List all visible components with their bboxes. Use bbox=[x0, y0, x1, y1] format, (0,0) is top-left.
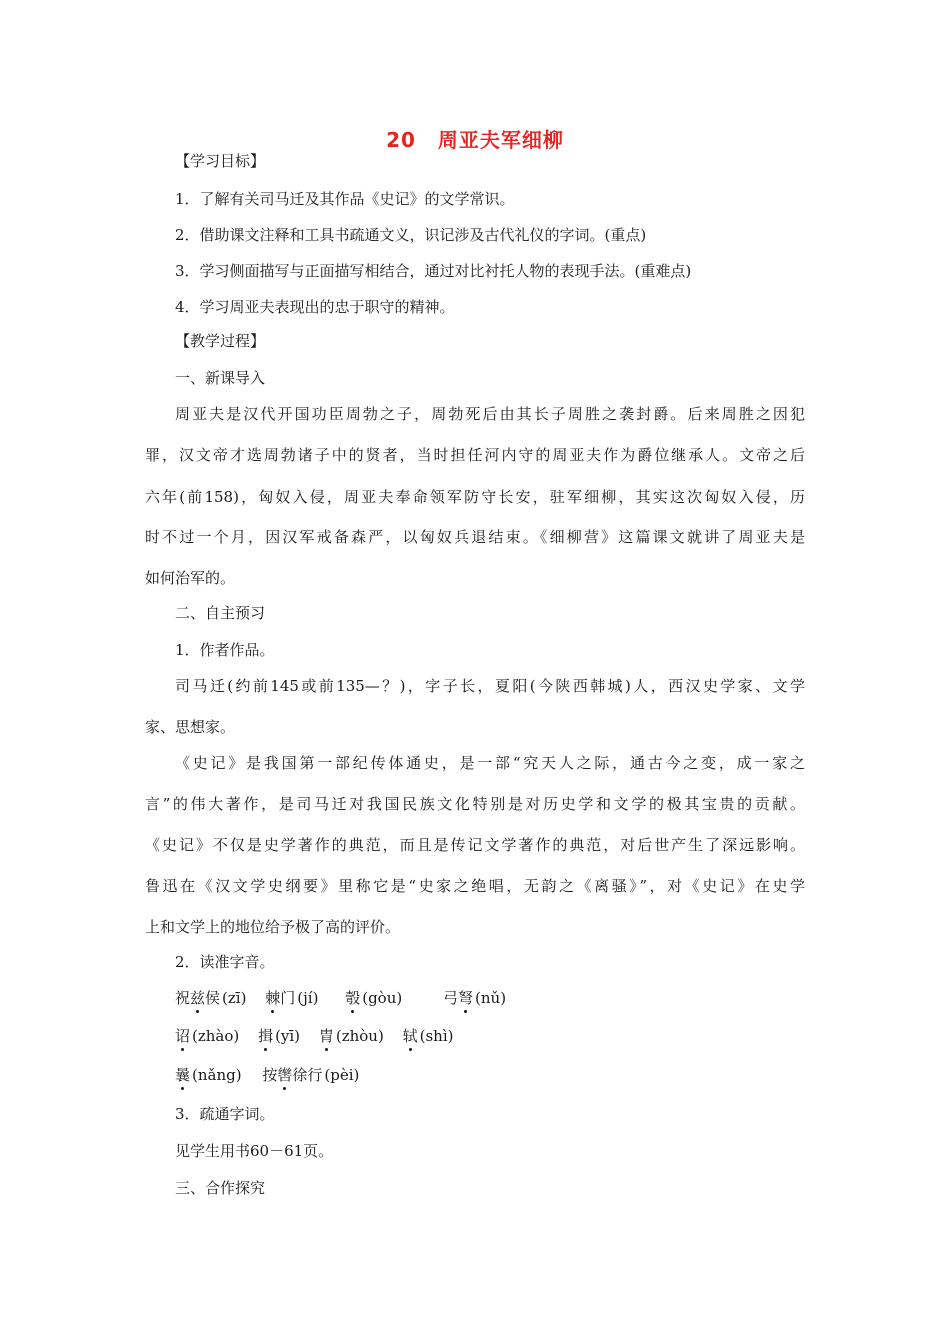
pron-heading: 2．读准字音。 bbox=[175, 953, 275, 971]
page-title bbox=[0, 124, 950, 153]
goal-item: 4．学习周亚夫表现出的忠于职守的精神。 bbox=[175, 298, 455, 316]
intro-heading: 一、新课导入 bbox=[175, 369, 266, 387]
shiji-paragraph-line: 上和文学上的地位给予极了高的评价。 bbox=[145, 918, 401, 936]
pron-item: 胄 (zhòu) bbox=[318, 1027, 384, 1045]
pron-item: 弓弩 (nǔ) bbox=[443, 989, 507, 1007]
words-heading: 3．疏通字词。 bbox=[175, 1105, 275, 1123]
intro-paragraph-line: 如何治军的。 bbox=[145, 569, 236, 587]
pron-item: 祝兹侯 (zī) bbox=[175, 989, 247, 1007]
pron-item: 曩 (nǎng) bbox=[175, 1066, 242, 1084]
author-heading: 1．作者作品。 bbox=[175, 641, 275, 659]
goals-heading: 【学习目标】 bbox=[175, 152, 266, 170]
intro-paragraph-line: 六年(前158)，匈奴入侵，周亚夫奉命领军防守长安，驻军细柳，其实这次匈奴入侵，历 bbox=[145, 488, 805, 506]
goal-item: 3．学习侧面描写与正面描写相结合，通过对比衬托人物的表现手法。(重难点) bbox=[175, 262, 692, 280]
coop-heading: 三、合作探究 bbox=[175, 1179, 266, 1197]
goal-item: 2．借助课文注释和工具书疏通文义，识记涉及古代礼仪的字词。(重点) bbox=[175, 226, 647, 244]
lesson-title: 周亚夫军细柳 bbox=[437, 128, 564, 152]
preview-heading: 二、自主预习 bbox=[175, 604, 266, 622]
process-heading: 【教学过程】 bbox=[175, 332, 266, 350]
lesson-number: 20 bbox=[386, 128, 416, 152]
pron-row bbox=[175, 1065, 359, 1085]
pron-item: 棘门 (jí) bbox=[265, 989, 319, 1007]
pron-item: 诏 (zhào) bbox=[175, 1027, 240, 1045]
pron-item: 揖 (yī) bbox=[258, 1027, 301, 1045]
goal-item: 1．了解有关司马迁及其作品《史记》的文学常识。 bbox=[175, 190, 515, 208]
pron-row bbox=[175, 988, 506, 1008]
shiji-paragraph-line: 《史记》不仅是史学著作的典范，而且是传记文学著作的典范，对后世产生了深远影响。 bbox=[145, 836, 805, 854]
pron-item: 按辔徐行 (pèi) bbox=[262, 1066, 360, 1084]
shiji-paragraph-line: 言”的伟大著作，是司马迁对我国民族文化特别是对历史学和文学的极其宝贵的贡献。 bbox=[145, 795, 805, 813]
shiji-paragraph-line: 鲁迅在《汉文学史纲要》里称它是“史家之绝唱，无韵之《离骚》”，对《史记》在史学 bbox=[145, 877, 805, 895]
shiji-paragraph-line: 《史记》是我国第一部纪传体通史，是一部“究天人之际，通古今之变，成一家之 bbox=[175, 754, 805, 772]
pron-item: 彀 (gòu) bbox=[345, 989, 403, 1007]
pron-row bbox=[175, 1026, 453, 1046]
pron-item: 轼 (shì) bbox=[402, 1027, 454, 1045]
intro-paragraph-line: 时不过一个月，因汉军戒备森严，以匈奴兵退结束。《细柳营》这篇课文就讲了周亚夫是 bbox=[145, 528, 805, 546]
intro-paragraph-line: 周亚夫是汉代开国功臣周勃之子，周勃死后由其长子周胜之袭封爵。后来周胜之因犯 bbox=[175, 405, 805, 423]
intro-paragraph-line: 罪，汉文帝才选周勃诸子中的贤者，当时担任河内守的周亚夫作为爵位继承人。文帝之后 bbox=[145, 446, 805, 464]
author-paragraph-line: 家、思想家。 bbox=[145, 718, 236, 736]
words-line: 见学生用书60－61页。 bbox=[175, 1142, 334, 1160]
author-paragraph-line: 司马迁(约前145或前135—？)，字子长，夏阳(今陕西韩城)人，西汉史学家、文学 bbox=[175, 677, 805, 695]
